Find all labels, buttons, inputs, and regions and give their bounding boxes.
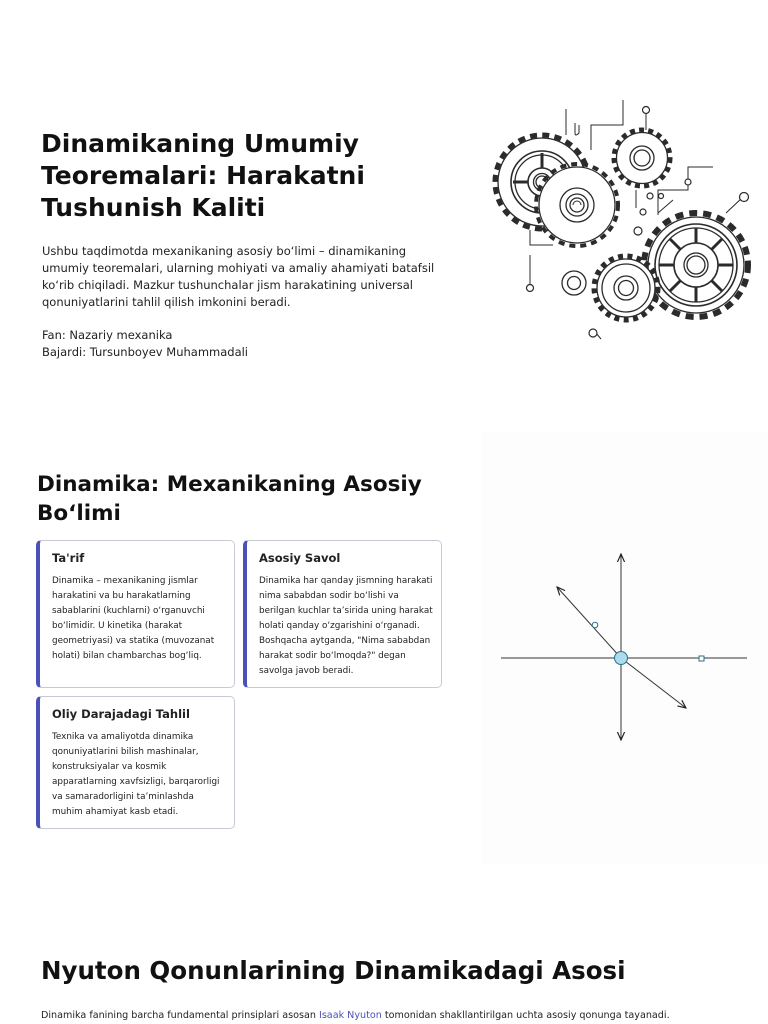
gears-illustration bbox=[488, 95, 758, 345]
card-text: Texnika va amaliyotda dinamika qonuniyatlarini bilish mashinalar, konstruksiyalar va kosmik apparatlarning xavfsizligi, barqarorligi va samaradorligini ta’minlashda muhim ahamiyat kasb etadi. bbox=[52, 732, 220, 817]
dynamics-slide bbox=[0, 420, 768, 920]
presentation-meta bbox=[42, 327, 248, 361]
body-paragraph bbox=[41, 1009, 670, 1022]
washer-icon bbox=[562, 271, 586, 295]
title-slide bbox=[0, 0, 768, 420]
vector-diagram-panel bbox=[481, 432, 768, 864]
card-heading: Asosiy Savol bbox=[259, 551, 341, 565]
particle-icon bbox=[615, 652, 628, 665]
square-marker-icon bbox=[699, 656, 704, 661]
slide-title: Dinamikaning Umumiy Teoremalari: Harakatni Tushunish Kaliti bbox=[41, 129, 365, 222]
subject-line: Fan: Nazariy mexanika bbox=[42, 328, 173, 342]
newton-slide bbox=[0, 920, 768, 1024]
gear-icon bbox=[644, 213, 748, 317]
main-question-card bbox=[243, 540, 442, 688]
card-text: Dinamika – mexanikaning jismlar harakatini va bu harakatlarning sabablarini (kuchlarni) o‘rganuvchi bo‘limidir. U kinetika (harakat geometriyasi) va statika (muvozanat holati) bilan chambarchas bog‘liq. bbox=[52, 576, 215, 661]
vector-diagram bbox=[481, 432, 768, 864]
body-text-end: tomonidan shakllantirilgan uchta asosiy qonunga tayanadi. bbox=[381, 1010, 670, 1021]
newton-link[interactable]: Isaak Nyuton bbox=[318, 1010, 382, 1021]
gear-icon bbox=[614, 130, 670, 186]
analysis-card bbox=[36, 696, 235, 829]
author-line: Bajardi: Tursunboyev Muhammadali bbox=[42, 345, 249, 359]
card-heading: Ta'rif bbox=[52, 551, 85, 565]
definition-card bbox=[36, 540, 235, 688]
slide-title: Nyuton Qonunlarining Dinamikadagi Asosi bbox=[41, 956, 626, 985]
axes-icon bbox=[501, 554, 747, 740]
body-text-start: Dinamika fanining barcha fundamental prinsiplari asosan bbox=[41, 1010, 319, 1021]
gear-icon bbox=[594, 256, 658, 320]
card-text: Dinamika har qanday jismning harakati nima sababdan sodir bo‘lishi va berilgan kuchlar ta’sirida uning harakat holati qanday o‘zgarishini o‘rganadi. Boshqacha aytganda, "Nima sababdan harakat sodir bo‘lmoqda?" degan savolga javob beradi. bbox=[259, 576, 433, 676]
card-heading: Oliy Darajadagi Tahlil bbox=[52, 707, 190, 721]
slide-title: Dinamika: Mexanikaning Asosiy Bo‘limi bbox=[37, 472, 422, 526]
point-marker-icon bbox=[592, 622, 598, 628]
intro-paragraph: Ushbu taqdimotda mexanikaning asosiy bo‘limi – dinamikaning umumiy teoremalari, ularning mohiyati va amaliy ahamiyati batafsil ko‘rib chiqiladi. Mazkur tushunchalar jism harakatining universal qonuniyatlarini tahlil qilish imkonini beradi. bbox=[42, 244, 435, 309]
